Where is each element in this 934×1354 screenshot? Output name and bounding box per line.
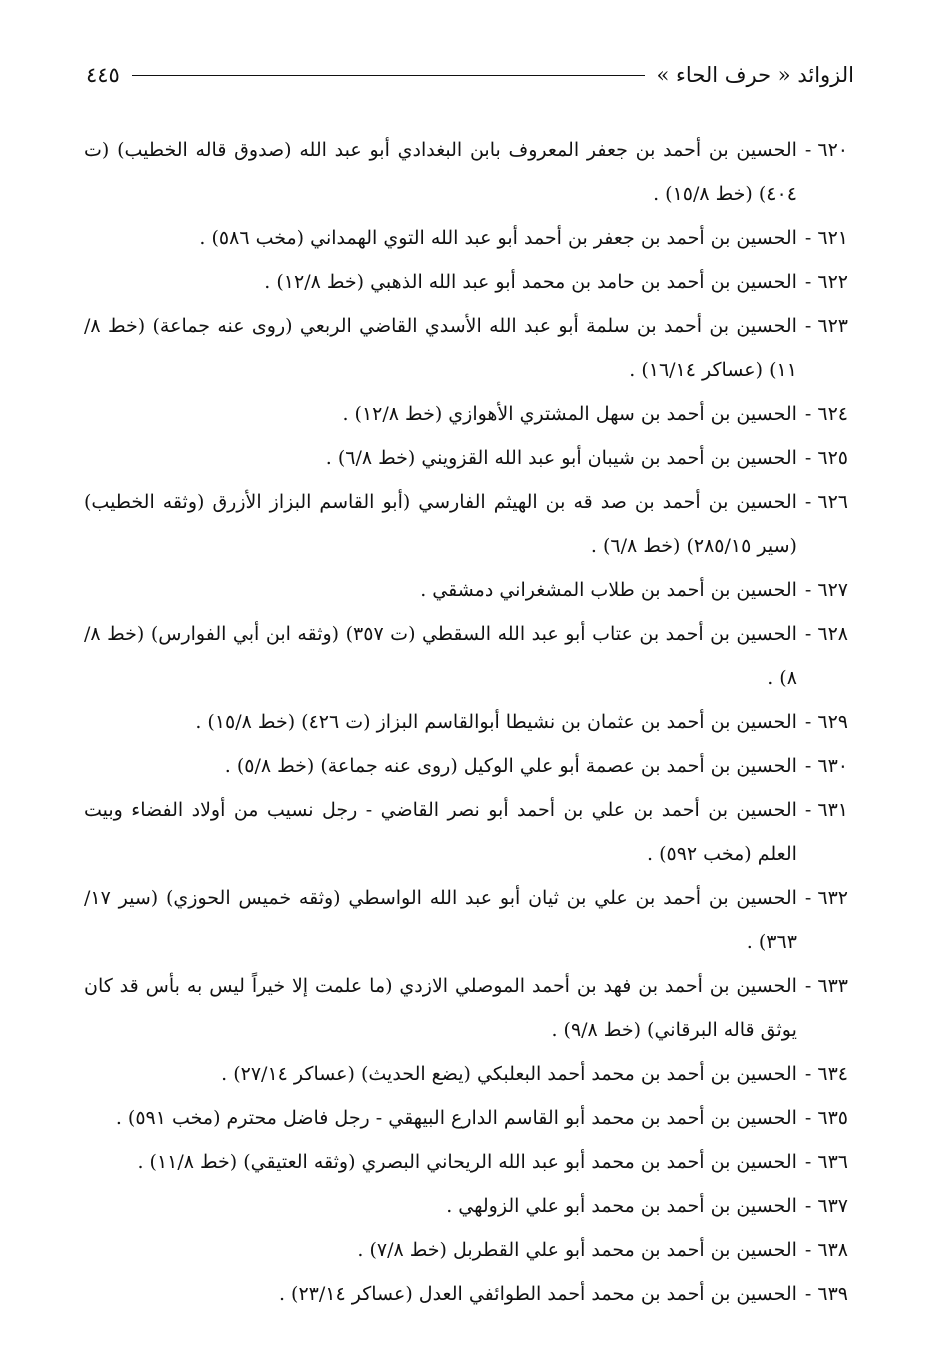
- entry-number: ٦٣٢ -: [804, 887, 848, 909]
- entry-number: ٦٢٢ -: [804, 271, 848, 293]
- entry-637: [84, 1184, 848, 1228]
- entry-text: الحسين بن أحمد بن حامد بن محمد أبو عبد الله الذهبي (خط ١٢/٨) .: [264, 271, 797, 293]
- entry-list: [84, 128, 848, 1316]
- entry-number: ٦٣٣ -: [804, 975, 848, 997]
- entry-text: الحسين بن أحمد بن محمد أبو عبد الله الريحاني البصري (وثقه العتيقي) (خط ١١/٨) .: [137, 1151, 797, 1173]
- entry-number: ٦٣٧ -: [804, 1195, 848, 1217]
- entry-636: [84, 1140, 848, 1184]
- entry-number: ٦٣٨ -: [804, 1239, 848, 1261]
- entry-text: الحسين بن أحمد بن صد قه بن الهيثم الفارسي (أبو القاسم البزاز الأزرق (وثقه الخطيب) (سير ٢٨٥/١٥) (خط ٦/٨) .: [84, 491, 797, 557]
- entry-621: [84, 216, 848, 260]
- entry-633: [84, 964, 848, 1052]
- entry-number: ٦٣٠ -: [804, 755, 848, 777]
- header-rule: [132, 75, 645, 76]
- page-header: [86, 58, 854, 92]
- entry-number: ٦٢٧ -: [804, 579, 848, 601]
- entry-number: ٦٢٣ -: [804, 315, 848, 337]
- entry-624: [84, 392, 848, 436]
- entry-text: الحسين بن أحمد بن علي بن أحمد أبو نصر القاضي - رجل نسيب من أولاد الفضاء وبيت العلم (مخب ٥٩٢) .: [84, 799, 797, 865]
- entry-number: ٦٣٤ -: [804, 1063, 848, 1085]
- entry-629: [84, 700, 848, 744]
- entry-text: الحسين بن أحمد بن عتاب أبو عبد الله السقطي (ت ٣٥٧) (وثقه ابن أبي الفوارس) (خط ٨/ ٨) .: [84, 623, 797, 689]
- entry-627: [84, 568, 848, 612]
- entry-text: الحسين بن أحمد بن محمد أبو علي الزولهي .: [446, 1195, 797, 1217]
- entry-text: الحسين بن أحمد بن محمد أبو القاسم الدارع البيهقي - رجل فاضل محترم (مخب ٥٩١) .: [115, 1107, 797, 1129]
- entry-number: ٦٢٩ -: [804, 711, 848, 733]
- entry-635: [84, 1096, 848, 1140]
- entry-text: الحسين بن أحمد بن عثمان بن نشيطا أبوالقاسم البزاز (ت ٤٢٦) (خط ١٥/٨) .: [195, 711, 797, 733]
- entry-text: الحسين بن أحمد بن محمد أبو علي القطربل (خط ٧/٨) .: [357, 1239, 797, 1261]
- entry-text: الحسين بن أحمد بن محمد أحمد الطوائفي العدل (عساكر ٢٣/١٤) .: [278, 1283, 797, 1305]
- entry-622: [84, 260, 848, 304]
- page-number: ٤٤٥: [86, 63, 120, 87]
- entry-number: ٦٣١ -: [804, 799, 848, 821]
- entry-text: الحسين بن أحمد بن جعفر المعروف بابن البغدادي أبو عبد الله (صدوق قاله الخطيب) (ت ٤٠٤) (خط ١٥/٨) .: [84, 139, 797, 205]
- entry-text: الحسين بن أحمد بن جعفر بن أحمد أبو عبد الله التوي الهمداني (مخب ٥٨٦) .: [199, 227, 797, 249]
- entry-number: ٦٢٠ -: [804, 139, 848, 161]
- entry-number: ٦٢١ -: [804, 227, 848, 249]
- entry-number: ٦٣٦ -: [804, 1151, 848, 1173]
- entry-620: [84, 128, 848, 216]
- entry-text: الحسين بن أحمد بن طلاب المشغراني دمشقي .: [420, 579, 797, 601]
- entry-text: الحسين بن أحمد بن علي بن ثيان أبو عبد الله الواسطي (وثقه خميس الحوزي) (سير ١٧/ ٣٦٣) .: [84, 887, 797, 953]
- entry-number: ٦٢٤ -: [804, 403, 848, 425]
- entry-630: [84, 744, 848, 788]
- entry-text: الحسين بن أحمد بن سهل المشتري الأهوازي (خط ١٢/٨) .: [342, 403, 797, 425]
- entry-628: [84, 612, 848, 700]
- entry-text: الحسين بن أحمد بن شيبان أبو عبد الله القزويني (خط ٦/٨) .: [325, 447, 797, 469]
- entry-625: [84, 436, 848, 480]
- entry-text: الحسين بن أحمد بن محمد أحمد البعلبكي (يضع الحديث) (عساكر ٢٧/١٤) .: [221, 1063, 797, 1085]
- entry-number: ٦٣٥ -: [804, 1107, 848, 1129]
- entry-text: الحسين بن أحمد بن عصمة أبو علي الوكيل (روى عنه جماعة) (خط ٥/٨) .: [224, 755, 797, 777]
- entry-631: [84, 788, 848, 876]
- entry-number: ٦٢٥ -: [804, 447, 848, 469]
- running-title: الزوائد « حرف الحاء »: [656, 63, 854, 87]
- entry-text: الحسين بن أحمد بن فهد بن أحمد الموصلي الازدي (ما علمت إلا خيراً ليس به بأس قد كان يوثق قاله البرقاني) (خط ٩/٨) .: [84, 975, 797, 1041]
- entry-number: ٦٢٦ -: [804, 491, 848, 513]
- entry-623: [84, 304, 848, 392]
- entry-626: [84, 480, 848, 568]
- entry-639: [84, 1272, 848, 1316]
- entry-number: ٦٢٨ -: [804, 623, 848, 645]
- entry-632: [84, 876, 848, 964]
- entry-638: [84, 1228, 848, 1272]
- entry-number: ٦٣٩ -: [804, 1283, 848, 1305]
- entry-634: [84, 1052, 848, 1096]
- entry-text: الحسين بن أحمد بن سلمة أبو عبد الله الأسدي القاضي الربعي (روى عنه جماعة) (خط ٨/ ١١) (عساكر ١٦/١٤) .: [84, 315, 797, 381]
